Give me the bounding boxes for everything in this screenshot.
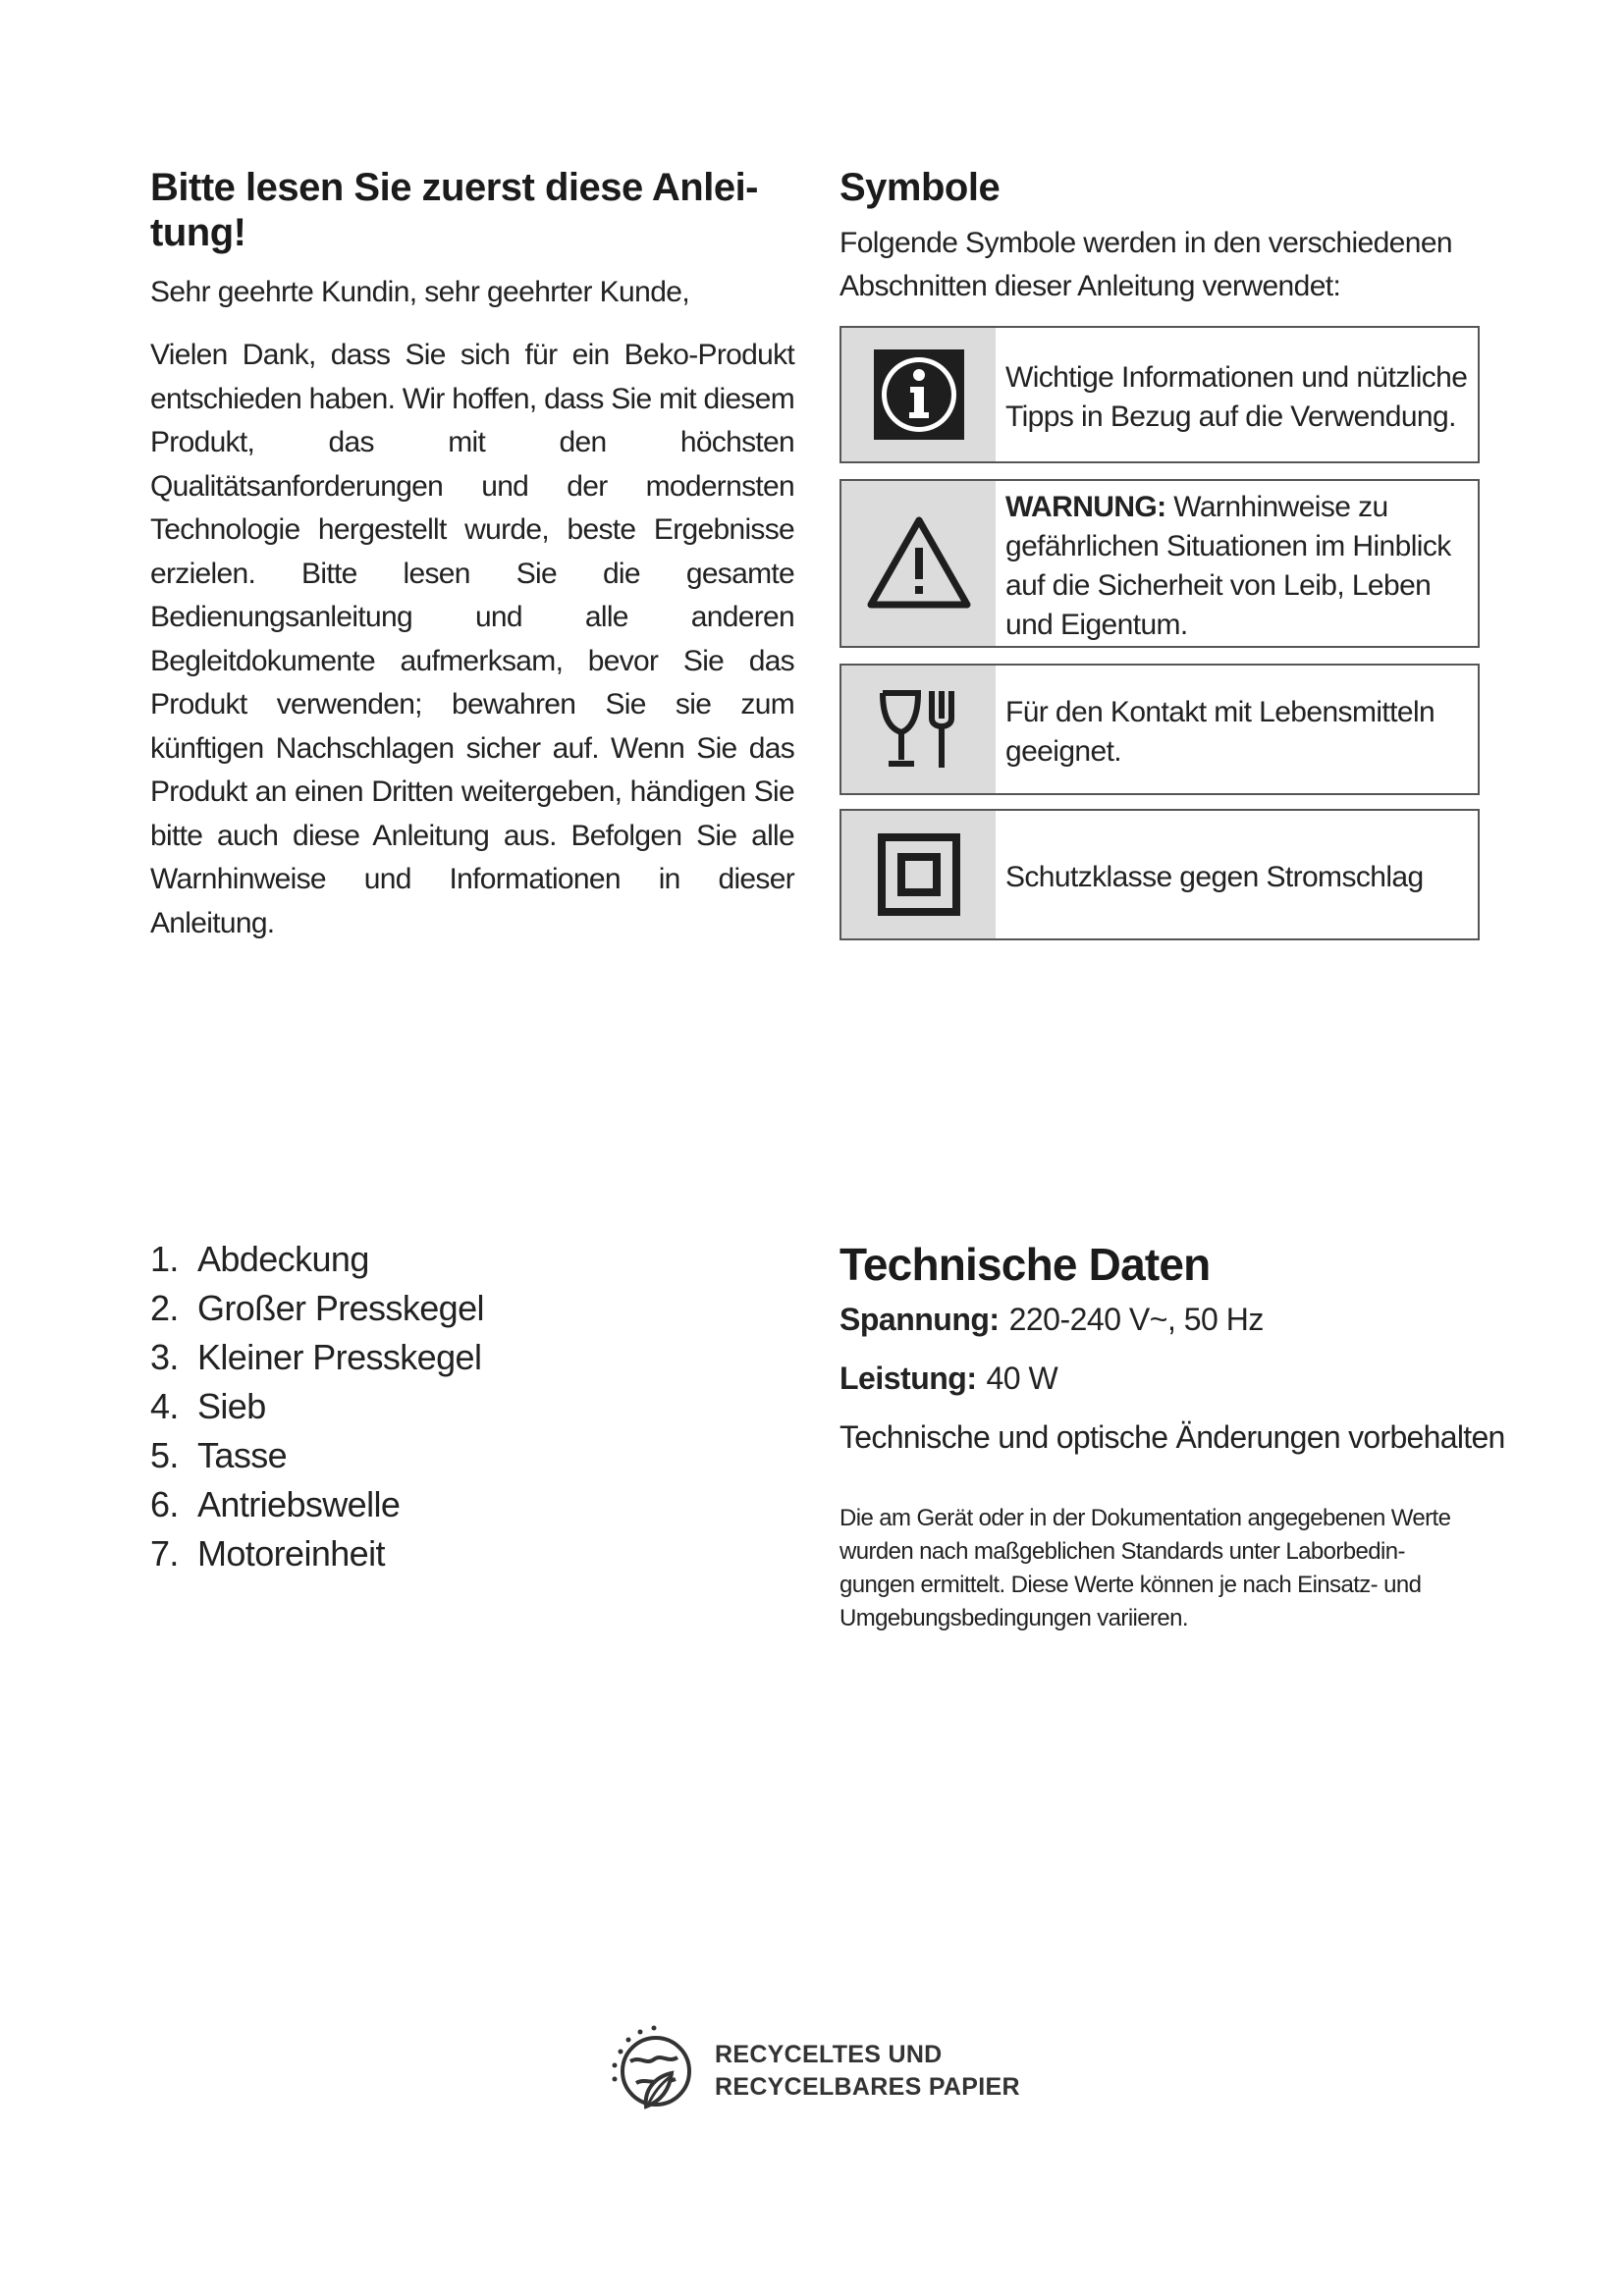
symbol-row-protection-class xyxy=(839,809,1480,940)
power-row xyxy=(839,1349,1507,1408)
symbols-intro: Folgende Symbole werden in den verschiedenen Abschnitten dieser Anleitung verwendet: xyxy=(839,227,1453,302)
voltage-row xyxy=(839,1290,1507,1349)
recycled-paper-label: RECYCELTES UND RECYCELBARES PAPIER xyxy=(715,2041,1020,2101)
power-value: 40 W xyxy=(986,1361,1058,1396)
list-item: 2. Großer Presskegel xyxy=(150,1288,484,1328)
food-contact-icon xyxy=(841,666,996,793)
voltage-label: Spannung: xyxy=(839,1302,1000,1337)
changes-note: Technische und optische Änderungen vorbehalten xyxy=(839,1419,1505,1455)
values-disclaimer: Die am Gerät oder in der Dokumentation angegebenen Werte wurden nach maßgeblichen Standards unter Laborbedin-gungen ermittelt. Diese Werte können je nach Einsatz- und Umgebungsbedingungen variieren. xyxy=(839,1505,1451,1631)
recycled-paper-logo xyxy=(607,2022,1020,2120)
recycled-paper-icon xyxy=(607,2022,705,2120)
list-item: 5. Tasse xyxy=(150,1435,288,1475)
list-item: 7. Motoreinheit xyxy=(150,1533,385,1574)
tech-data-section xyxy=(839,1239,1507,1635)
warning-icon xyxy=(841,481,996,646)
symbol-row-food-contact xyxy=(839,664,1480,795)
symbol-text-info: Wichtige Informationen und nützliche Tipps in Bezug auf die Verwendung. xyxy=(1005,361,1468,433)
intro-body: Vielen Dank, dass Sie sich für ein Beko-Produkt entschieden haben. Wir hoffen, dass Sie mit diesem Produkt, das mit den höchsten Qualitätsanforderungen und der modernsten Technologie hergestellt wurde, beste Ergebnisse erzielen. Bitte lesen Sie die gesamte Bedienungsanleitung und alle anderen Begleitdokumente aufmerksam, bevor Sie das Produkt verwenden; bewahren Sie sie zum künftigen Nachschlagen sicher auf. Wenn Sie das Produkt an einen Dritten weitergeben, händigen Sie bitte auch diese Anleitung aus. Befolgen Sie alle Warnhinweise und Informationen in dieser Anleitung. xyxy=(150,339,794,939)
info-icon xyxy=(841,328,996,461)
symbols-section xyxy=(839,165,1486,308)
intro-salutation: Sehr geehrte Kundin, sehr geehrter Kunde, xyxy=(150,276,690,308)
list-item: 3. Kleiner Presskegel xyxy=(150,1337,482,1377)
parts-list xyxy=(150,1235,484,1578)
intro-heading: Bitte lesen Sie zuerst diese Anlei- tung! xyxy=(150,166,759,254)
protection-class-icon xyxy=(841,811,996,938)
list-item: 1. Abdeckung xyxy=(150,1239,369,1279)
tech-heading: Technische Daten xyxy=(839,1239,1211,1290)
intro-section xyxy=(150,165,794,945)
symbol-text-food-contact: Für den Kontakt mit Lebensmitteln geeignet. xyxy=(1005,696,1435,768)
symbol-row-info xyxy=(839,326,1480,463)
symbols-heading: Symbole xyxy=(839,166,1001,209)
symbol-row-warning xyxy=(839,479,1480,648)
voltage-value: 220-240 V~, 50 Hz xyxy=(1008,1302,1264,1337)
list-item: 6. Antriebswelle xyxy=(150,1484,401,1524)
symbol-text-warning: WARNUNG: Warnhinweise zu gefährlichen Situationen im Hinblick auf die Sicherheit von Leib, Leben und Eigentum. xyxy=(1005,491,1451,641)
symbol-text-protection-class: Schutzklasse gegen Stromschlag xyxy=(1005,861,1424,893)
power-label: Leistung: xyxy=(839,1361,977,1396)
list-item: 4. Sieb xyxy=(150,1386,266,1426)
